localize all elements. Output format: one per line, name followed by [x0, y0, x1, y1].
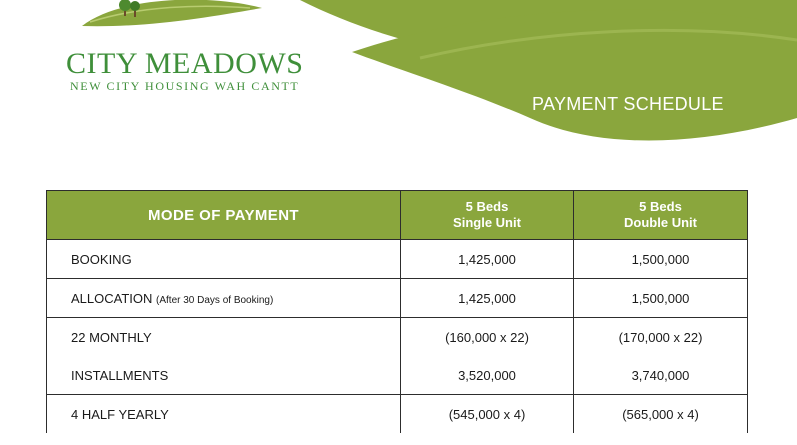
single-unit-value: (160,000 x 22): [401, 318, 574, 357]
single-unit-value: 1,425,000: [401, 279, 574, 318]
single-unit-value: 3,520,000: [401, 356, 574, 395]
logo-leaf: [82, 0, 262, 26]
brand-name: CITY MEADOWS: [66, 47, 304, 80]
single-unit-value: 1,425,000: [401, 240, 574, 279]
row-label: ALLOCATION (After 30 Days of Booking): [47, 279, 401, 318]
page-title: PAYMENT SCHEDULE: [532, 94, 724, 114]
payment-schedule-table: [46, 190, 748, 433]
single-unit-value: (545,000 x 4): [401, 395, 574, 434]
table-header-row: [47, 191, 748, 240]
table-row: [47, 240, 748, 279]
double-unit-value: (170,000 x 22): [574, 318, 748, 357]
table-row: [47, 318, 748, 357]
header-single-beds: 5 Beds: [465, 199, 509, 214]
row-label: 4 HALF YEARLY: [47, 395, 401, 434]
row-note: (After 30 Days of Booking): [156, 294, 274, 306]
table-row: [47, 279, 748, 318]
double-unit-value: 3,740,000: [574, 356, 748, 395]
header-single-unit-label: Single Unit: [453, 215, 521, 230]
header-double-unit-label: Double Unit: [624, 215, 697, 230]
row-label: BOOKING: [47, 240, 401, 279]
row-label: 22 MONTHLY: [47, 318, 401, 357]
table-row: [47, 356, 748, 395]
double-unit-value: 1,500,000: [574, 279, 748, 318]
header-double-unit: [574, 191, 748, 240]
double-unit-value: (565,000 x 4): [574, 395, 748, 434]
header-single-unit: [401, 191, 574, 240]
header-mode-of-payment: MODE OF PAYMENT: [47, 191, 401, 240]
double-unit-value: 1,500,000: [574, 240, 748, 279]
header-double-beds: 5 Beds: [639, 199, 682, 214]
row-label: INSTALLMENTS: [47, 356, 401, 395]
table-row: [47, 395, 748, 434]
brand-tagline: NEW CITY HOUSING WAH CANTT: [70, 79, 300, 93]
